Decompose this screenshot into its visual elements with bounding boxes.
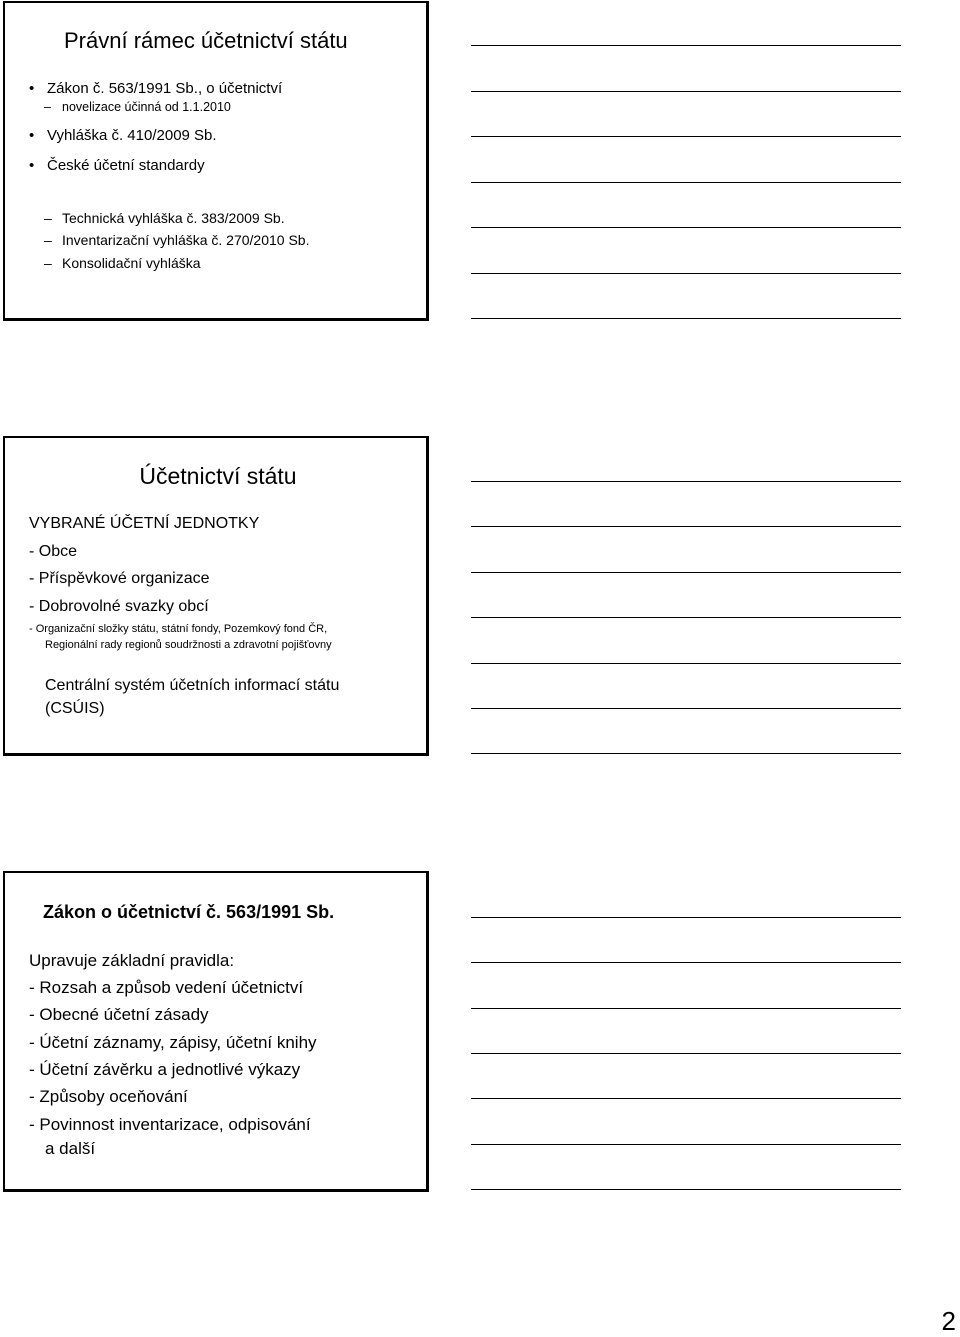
note-line xyxy=(471,917,901,918)
note-line xyxy=(471,1098,901,1099)
list-item: - Příspěvkové organizace xyxy=(29,570,210,587)
note-line xyxy=(471,136,901,137)
note-line xyxy=(471,708,901,709)
note-line xyxy=(471,318,901,319)
list-item: - Způsoby oceňování xyxy=(29,1087,188,1106)
sub-item: – Technická vyhláška č. 383/2009 Sb. xyxy=(62,210,285,226)
note-line xyxy=(471,1189,901,1190)
sub-item: – novelizace účinná od 1.1.2010 xyxy=(62,100,231,114)
slide-title: Účetnictví státu xyxy=(139,463,297,489)
list-item: - Obce xyxy=(29,543,78,560)
note-line xyxy=(471,91,901,92)
note-line xyxy=(471,1008,901,1009)
page-number: 2 xyxy=(941,1306,956,1336)
sub-item: – Konsolidační vyhláška xyxy=(62,255,201,271)
list-item: - Účetní závěrku a jednotlivé výkazy xyxy=(29,1060,301,1079)
list-item: - Obecné účetní zásady xyxy=(29,1005,209,1024)
note-line xyxy=(471,1144,901,1145)
note-line xyxy=(471,526,901,527)
note-line xyxy=(471,182,901,183)
footer-text: Centrální systém účetních informací státu xyxy=(45,677,340,694)
list-item: - Rozsah a způsob vedení účetnictví xyxy=(29,978,304,997)
bullet-item: • Zákon č. 563/1991 Sb., o účetnictví xyxy=(47,80,282,97)
slide-state-accounting xyxy=(3,436,429,756)
list-item: - Povinnost inventarizace, odpisování xyxy=(29,1115,311,1134)
note-line xyxy=(471,663,901,664)
note-line xyxy=(471,481,901,482)
note-line xyxy=(471,962,901,963)
note-line xyxy=(471,753,901,754)
bullet-item: • Vyhláška č. 410/2009 Sb. xyxy=(47,127,217,144)
note-line xyxy=(471,617,901,618)
note-line xyxy=(471,45,901,46)
note-line xyxy=(471,273,901,274)
list-item-small: - Organizační složky státu, státní fondy, Pozemkový fond ČR, xyxy=(29,623,328,635)
list-item-small-continued: Regionální rady regionů soudržnosti a zdravotní pojišťovny xyxy=(45,639,332,651)
note-line xyxy=(471,572,901,573)
footer-text: (CSÚIS) xyxy=(45,700,105,717)
bullet-item: • České účetní standardy xyxy=(47,157,205,174)
slide-title: Zákon o účetnictví č. 563/1991 Sb. xyxy=(43,902,335,922)
list-item-continued: a další xyxy=(45,1139,96,1158)
intro-text: Upravuje základní pravidla: xyxy=(29,951,235,970)
slide-accounting-act xyxy=(3,871,429,1192)
sub-item: – Inventarizační vyhláška č. 270/2010 Sb. xyxy=(62,232,309,248)
list-item: - Účetní záznamy, zápisy, účetní knihy xyxy=(29,1033,317,1052)
slide-title: Právní rámec účetnictví státu xyxy=(64,28,348,53)
section-heading: VYBRANÉ ÚČETNÍ JEDNOTKY xyxy=(29,515,260,532)
slide-legal-framework xyxy=(3,1,429,321)
note-line xyxy=(471,227,901,228)
note-line xyxy=(471,1053,901,1054)
list-item: - Dobrovolné svazky obcí xyxy=(29,598,209,615)
